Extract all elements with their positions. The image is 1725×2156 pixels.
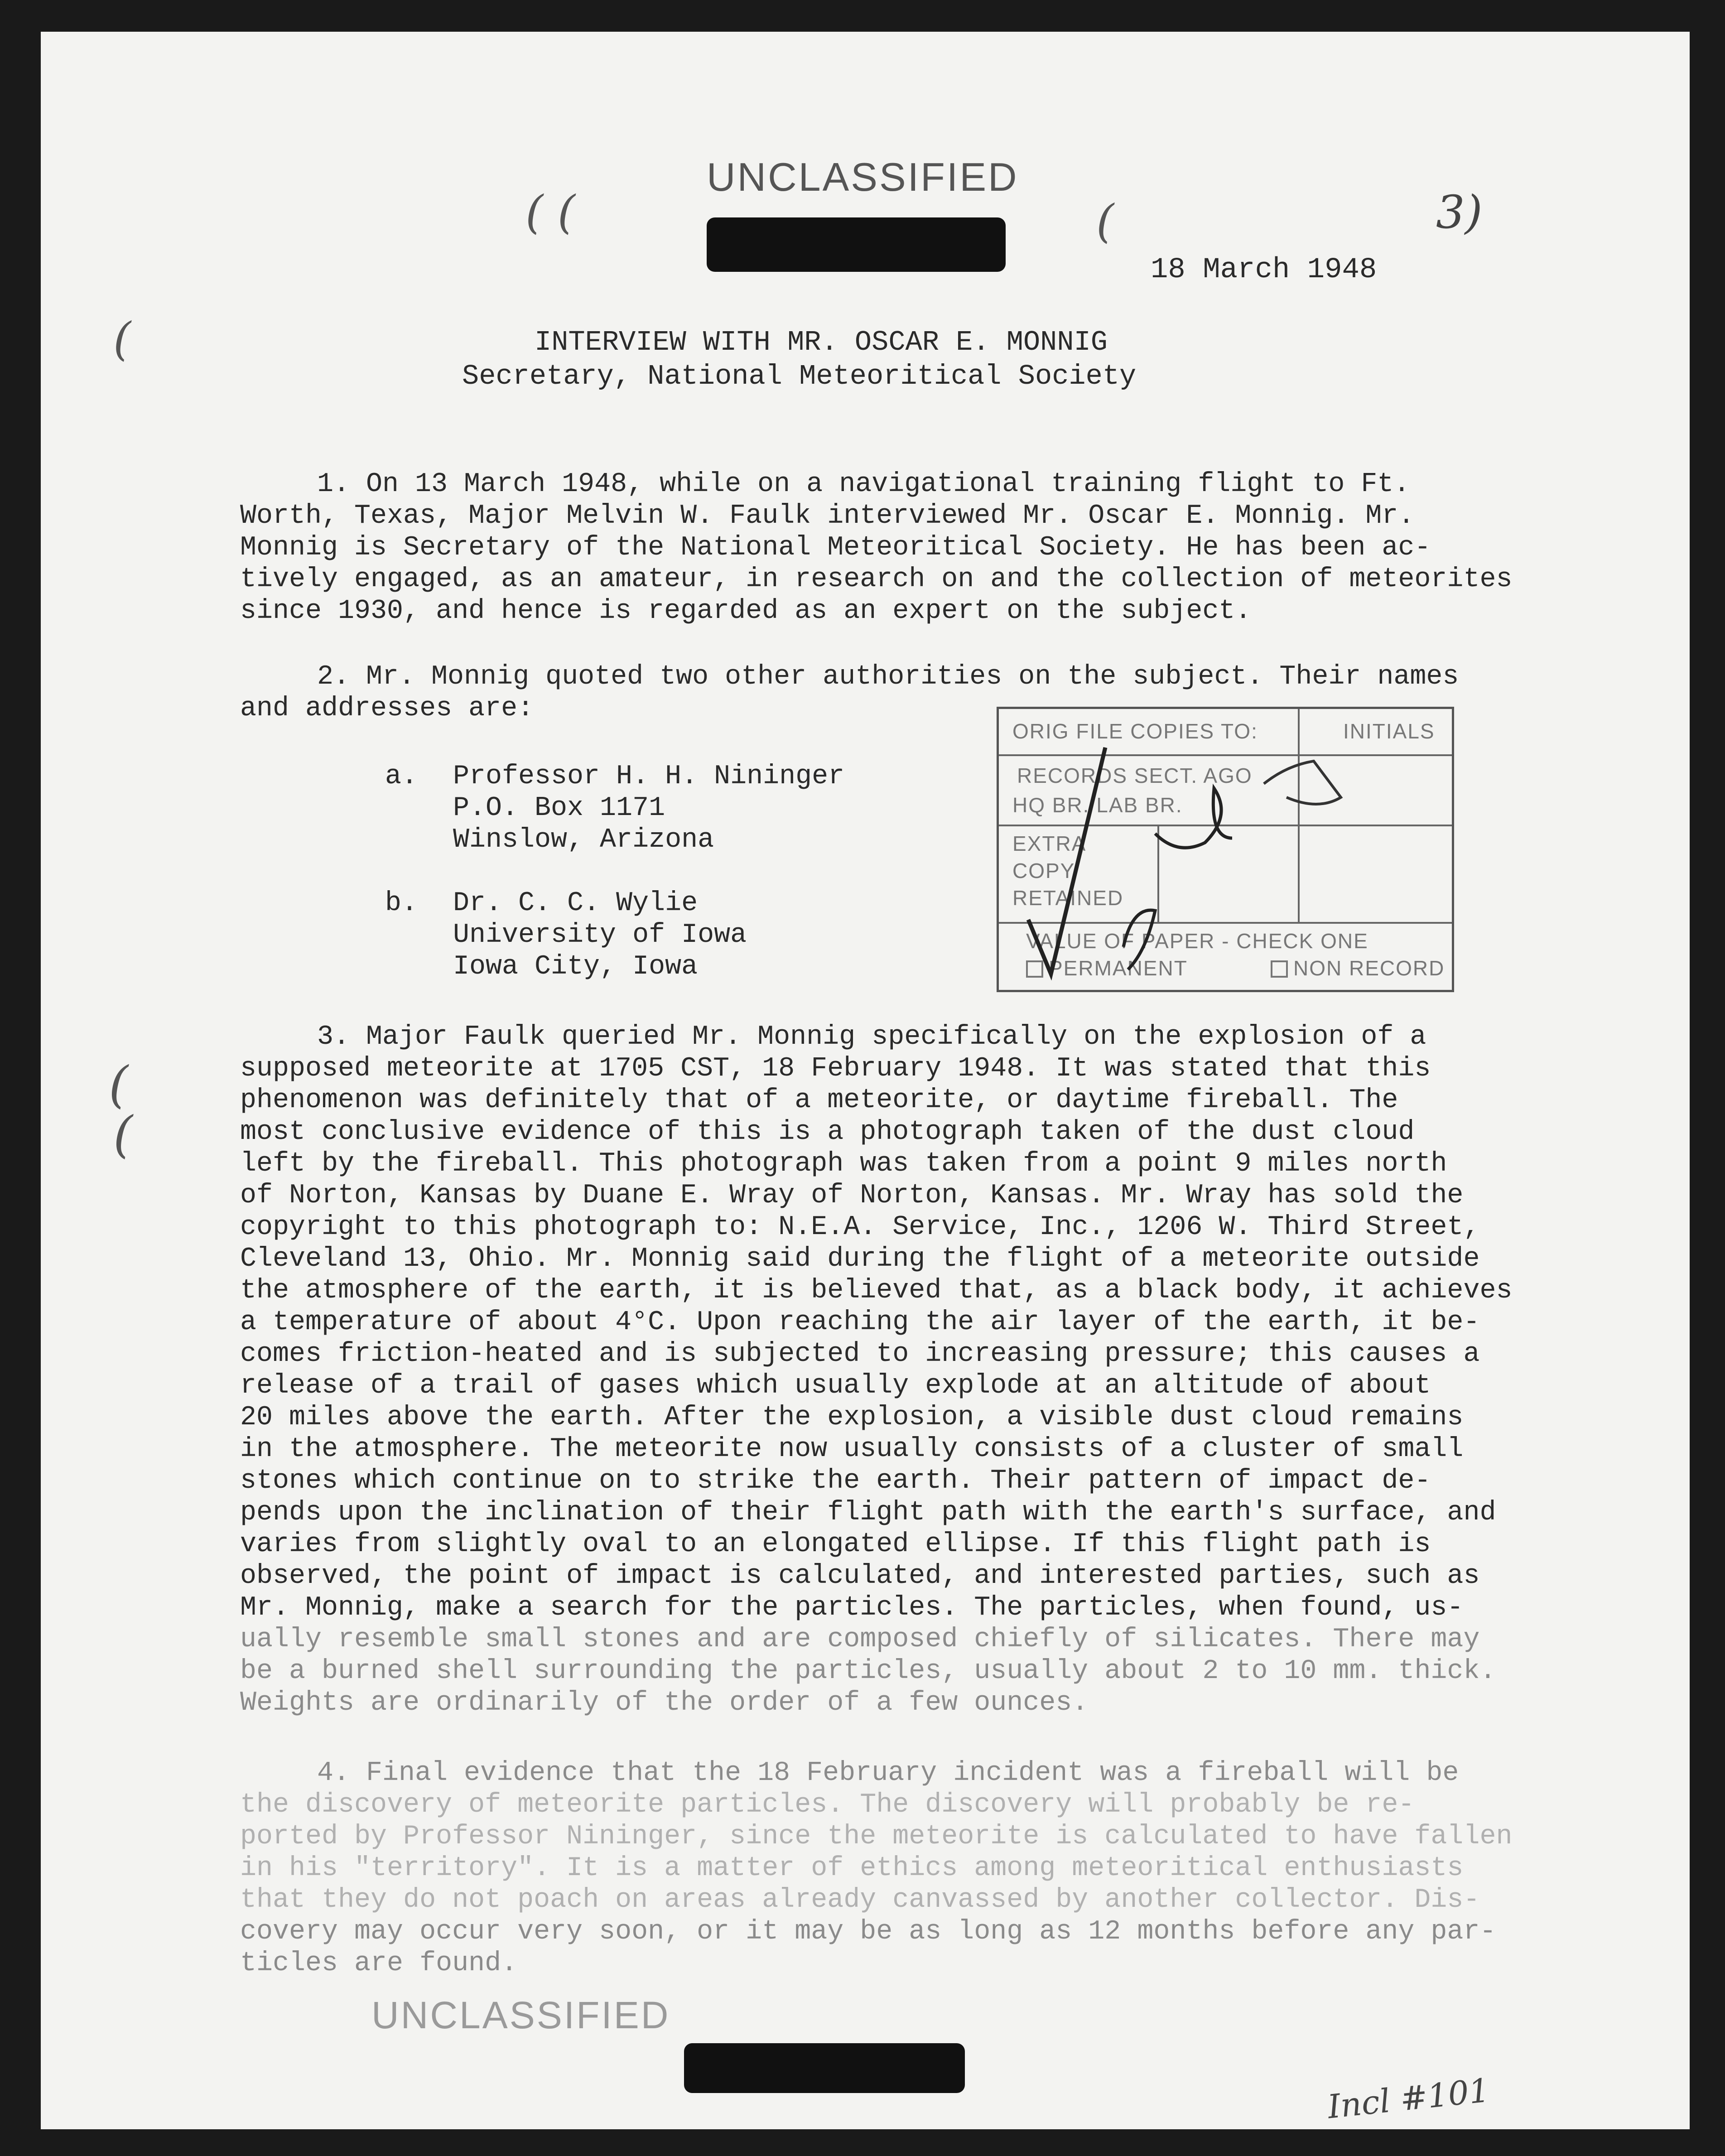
address-line: P.O. Box 1171 <box>453 793 665 824</box>
document-subtitle: Secretary, National Meteoritical Society <box>462 360 1137 392</box>
p1-line: Monnig is Secretary of the National Meteoritical Society. He has been ac- <box>240 532 1431 563</box>
address-label: b. <box>385 888 418 919</box>
p3-line: observed, the point of impact is calculated, and interested parties, such as <box>240 1561 1480 1592</box>
handwritten-inclosure-note: Incl #101 <box>1325 2071 1492 2126</box>
p3-line: Weights are ordinarily of the order of a few ounces. <box>240 1688 1089 1718</box>
routing-value: VALUE OF PAPER - CHECK ONE <box>1026 929 1368 953</box>
p3-line: Mr. Monnig, make a search for the particles. The particles, when found, us- <box>240 1592 1464 1623</box>
p3-line: supposed meteorite at 1705 CST, 18 February 1948. It was stated that this <box>240 1053 1431 1084</box>
p1-line: since 1930, and hence is regarded as an expert on the subject. <box>240 596 1252 627</box>
p4-line: ticles are found. <box>240 1948 518 1979</box>
address-line: Iowa City, Iowa <box>453 951 698 982</box>
margin-paren-top: ( <box>1096 195 1114 248</box>
routing-stamp <box>997 707 1454 992</box>
classification-stamp-top: UNCLASSIFIED <box>707 154 1019 199</box>
p3-line: left by the fireball. This photograph was taken from a point 9 miles north <box>240 1148 1447 1179</box>
page-number-mark: 3) <box>1436 186 1483 239</box>
p3-line: in the atmosphere. The meteorite now usually consists of a cluster of small <box>240 1434 1464 1465</box>
p1-line: Worth, Texas, Major Melvin W. Faulk interviewed Mr. Oscar E. Monnig. Mr. <box>240 501 1415 531</box>
p4-line: 4. Final evidence that the 18 February incident was a fireball will be <box>317 1758 1459 1789</box>
p3-line: 3. Major Faulk queried Mr. Monnig specifically on the explosion of a <box>317 1022 1426 1052</box>
redaction-bar-top <box>707 217 1006 272</box>
p1-line: 1. On 13 March 1948, while on a navigational training flight to Ft. <box>317 469 1410 500</box>
margin-paren-left: ( <box>113 313 131 366</box>
p3-line: Cleveland 13, Ohio. Mr. Monnig said during the flight of a meteorite outside <box>240 1244 1480 1274</box>
p3-line: phenomenon was definitely that of a meteorite, or daytime fireball. The <box>240 1085 1398 1116</box>
handwritten-check-marks <box>997 707 1450 988</box>
p3-line: varies from slightly oval to an elongated ellipse. If this flight path is <box>240 1529 1431 1560</box>
p3-line: of Norton, Kansas by Duane E. Wray of Norton, Kansas. Mr. Wray has sold the <box>240 1180 1464 1211</box>
p3-line: ually resemble small stones and are composed chiefly of silicates. There may <box>240 1624 1480 1655</box>
routing-extra: EXTRA <box>1012 832 1087 855</box>
p3-line: 20 miles above the earth. After the explosion, a visible dust cloud remains <box>240 1402 1464 1433</box>
routing-non-record: NON RECORD <box>1293 956 1445 980</box>
document-title: INTERVIEW WITH MR. OSCAR E. MONNIG <box>535 326 1108 358</box>
address-line: Professor H. H. Nininger <box>453 761 845 792</box>
routing-row-records: RECORDS SECT. AGO <box>1017 764 1253 787</box>
address-line: Dr. C. C. Wylie <box>453 888 698 919</box>
address-line: Winslow, Arizona <box>453 825 714 855</box>
routing-retained: RETAINED <box>1012 886 1124 910</box>
p3-line: copyright to this photograph to: N.E.A. Service, Inc., 1206 W. Third Street, <box>240 1212 1480 1243</box>
document-page <box>41 32 1690 2129</box>
p4-line: covery may occur very soon, or it may be as long as 12 months before any par- <box>240 1916 1496 1947</box>
redaction-bar-bottom <box>684 2043 965 2093</box>
routing-header-right: INITIALS <box>1343 719 1435 743</box>
routing-permanent: PERMANENT <box>1049 956 1188 980</box>
margin-paren-left: ( <box>113 1105 133 1163</box>
address-line: University of Iowa <box>453 920 747 950</box>
margin-paren-top: ( ( <box>525 186 575 239</box>
routing-row-branches: HQ BR. LAB BR. <box>1012 793 1183 817</box>
p3-line: pends upon the inclination of their flight path with the earth's surface, and <box>240 1497 1496 1528</box>
p3-line: most conclusive evidence of this is a photograph taken of the dust cloud <box>240 1117 1415 1148</box>
p3-line: be a burned shell surrounding the particles, usually about 2 to 10 mm. thick. <box>240 1656 1496 1687</box>
p4-line: that they do not poach on areas already canvassed by another collector. Dis- <box>240 1885 1480 1915</box>
routing-copy: COPY <box>1012 859 1075 883</box>
address-label: a. <box>385 761 418 792</box>
classification-stamp-bottom: UNCLASSIFIED <box>371 1994 670 2036</box>
routing-header-left: ORIG FILE COPIES TO: <box>1012 719 1258 743</box>
p4-line: in his "territory". It is a matter of ethics among meteoritical enthusiasts <box>240 1853 1464 1884</box>
margin-paren-left: ( <box>109 1056 128 1114</box>
p3-line: comes friction-heated and is subjected to increasing pressure; this causes a <box>240 1339 1480 1370</box>
p2-line: 2. Mr. Monnig quoted two other authorities on the subject. Their names <box>317 661 1459 692</box>
p3-line: the atmosphere of the earth, it is believed that, as a black body, it achieves <box>240 1275 1513 1306</box>
p3-line: a temperature of about 4°C. Upon reaching the air layer of the earth, it be- <box>240 1307 1480 1338</box>
document-date: 18 March 1948 <box>1151 254 1377 286</box>
p2-line: and addresses are: <box>240 693 534 724</box>
p1-line: tively engaged, as an amateur, in research on and the collection of meteorites <box>240 564 1513 595</box>
p4-line: ported by Professor Nininger, since the meteorite is calculated to have fallen <box>240 1821 1513 1852</box>
p3-line: stones which continue on to strike the earth. Their pattern of impact de- <box>240 1466 1431 1496</box>
p4-line: the discovery of meteorite particles. The discovery will probably be re- <box>240 1789 1415 1820</box>
p3-line: release of a trail of gases which usually explode at an altitude of about <box>240 1370 1431 1401</box>
